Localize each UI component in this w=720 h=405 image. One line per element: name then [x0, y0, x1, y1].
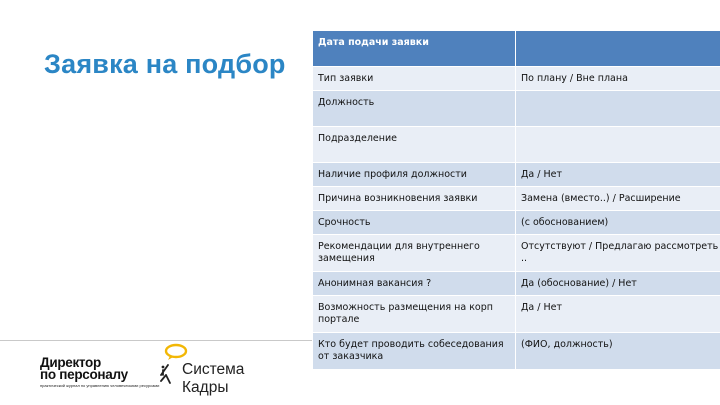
row-value: (с обоснованием): [516, 211, 720, 235]
table-row: [313, 235, 720, 272]
row-value: По плану / Вне плана: [516, 67, 720, 91]
director-logo-tagline: практический журнал по управлению человеческими ресурсами: [40, 383, 160, 388]
row-label: Возможность размещения на корп портале: [313, 296, 516, 333]
footer-divider: [0, 340, 312, 341]
table-row: [313, 163, 720, 187]
director-logo-line1: Директор: [40, 355, 101, 370]
header-value: [516, 31, 720, 67]
row-label: Кто будет проводить собеседования от заказчика: [313, 333, 516, 370]
sistema-kadry-logo: [160, 343, 260, 398]
row-label: Срочность: [313, 211, 516, 235]
request-form-table: [312, 30, 720, 370]
row-label: Рекомендации для внутреннего замещения: [313, 235, 516, 272]
row-value: [516, 127, 720, 163]
header-label: Дата подачи заявки: [313, 31, 516, 67]
sistema-logo-line1: Система: [182, 361, 245, 378]
row-label: Должность: [313, 91, 516, 127]
row-label: Причина возникновения заявки: [313, 187, 516, 211]
table-row: [313, 333, 720, 370]
row-value: Да / Нет: [516, 296, 720, 333]
sistema-logo-line2: Кадры: [182, 379, 229, 396]
row-value: Да / Нет: [516, 163, 720, 187]
table-row: [313, 296, 720, 333]
slide-title: Заявка на подбор: [44, 49, 286, 79]
table-row: [313, 187, 720, 211]
table-row: [313, 211, 720, 235]
row-label: Наличие профиля должности: [313, 163, 516, 187]
table-row: [313, 127, 720, 163]
table-row: [313, 67, 720, 91]
row-value: Да (обоснование) / Нет: [516, 272, 720, 296]
row-label: Тип заявки: [313, 67, 516, 91]
table-row: [313, 91, 720, 127]
row-value: Замена (вместо..) / Расширение: [516, 187, 720, 211]
table-header-row: [313, 31, 720, 67]
row-value: (ФИО, должность): [516, 333, 720, 370]
director-logo: [40, 355, 160, 388]
row-label: Анонимная вакансия ?: [313, 272, 516, 296]
director-logo-line2: по персоналу: [40, 367, 128, 382]
table-row: [313, 272, 720, 296]
row-label: Подразделение: [313, 127, 516, 163]
row-value: Отсутствуют / Предлагаю рассмотреть ..: [516, 235, 720, 272]
row-value: [516, 91, 720, 127]
